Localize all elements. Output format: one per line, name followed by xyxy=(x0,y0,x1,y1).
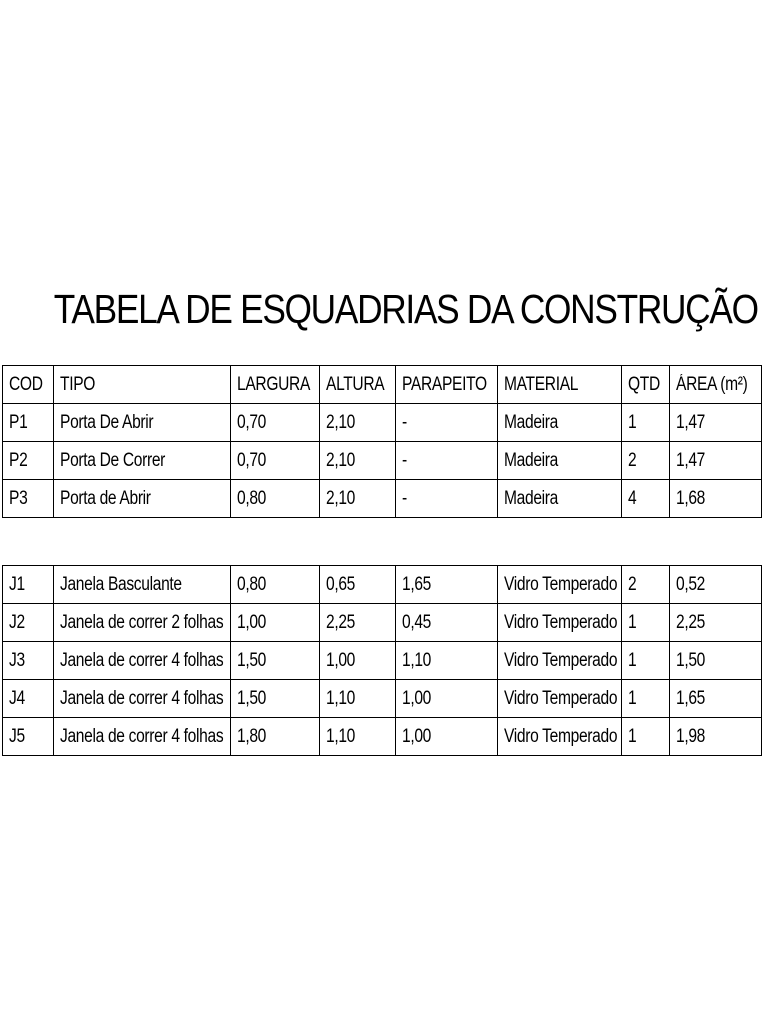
table-cell xyxy=(3,718,54,756)
table-cell xyxy=(670,680,762,718)
cell-altura: 2,10 xyxy=(326,449,356,471)
table-cell xyxy=(3,566,54,604)
table-row xyxy=(3,642,762,680)
cell-largura: 0,70 xyxy=(237,449,267,471)
cell-cod: J2 xyxy=(9,611,25,633)
header-cell xyxy=(396,366,498,404)
header-qtd: QTD xyxy=(628,373,660,395)
cell-cod: J4 xyxy=(9,687,25,709)
table-cell xyxy=(622,566,670,604)
cell-parapeito: - xyxy=(402,487,407,509)
cell-material: Vidro Temperado xyxy=(504,725,618,747)
cell-material: Vidro Temperado xyxy=(504,573,618,595)
table-row xyxy=(3,442,762,480)
cell-area: 1,47 xyxy=(676,411,706,433)
table-cell xyxy=(670,480,762,518)
header-cell xyxy=(320,366,396,404)
cell-largura: 1,50 xyxy=(237,687,267,709)
table-cell xyxy=(670,566,762,604)
table-cell xyxy=(320,404,396,442)
table-cell xyxy=(396,680,498,718)
table-row xyxy=(3,566,762,604)
table-cell xyxy=(54,566,231,604)
table-cell xyxy=(670,642,762,680)
table-cell xyxy=(396,404,498,442)
table-cell xyxy=(396,718,498,756)
table-cell xyxy=(396,566,498,604)
cell-tipo: Janela de correr 2 folhas xyxy=(60,611,224,633)
table-cell xyxy=(54,404,231,442)
header-area: ÁREA (m²) xyxy=(676,373,748,395)
table-cell xyxy=(320,566,396,604)
table-cell xyxy=(320,718,396,756)
table-cell xyxy=(670,604,762,642)
header-material: MATERIAL xyxy=(504,373,579,395)
table-cell xyxy=(498,566,622,604)
cell-area: 2,25 xyxy=(676,611,706,633)
table-row xyxy=(3,604,762,642)
cell-parapeito: - xyxy=(402,449,407,471)
windows-table xyxy=(2,565,762,756)
header-cell xyxy=(231,366,320,404)
cell-qtd: 1 xyxy=(628,611,637,633)
table-cell xyxy=(498,642,622,680)
table-cell xyxy=(3,404,54,442)
table-cell xyxy=(320,480,396,518)
table-cell xyxy=(396,604,498,642)
cell-altura: 2,10 xyxy=(326,411,356,433)
table-cell xyxy=(3,604,54,642)
table-cell xyxy=(54,642,231,680)
cell-largura: 1,50 xyxy=(237,649,267,671)
cell-largura: 0,80 xyxy=(237,573,267,595)
cell-parapeito: 0,45 xyxy=(402,611,432,633)
table-cell xyxy=(3,480,54,518)
cell-altura: 1,10 xyxy=(326,725,356,747)
table-cell xyxy=(498,442,622,480)
header-largura: LARGURA xyxy=(237,373,311,395)
cell-material: Madeira xyxy=(504,487,558,509)
cell-largura: 0,80 xyxy=(237,487,267,509)
header-cell xyxy=(3,366,54,404)
table-cell xyxy=(231,480,320,518)
cell-cod: J3 xyxy=(9,649,25,671)
table-cell xyxy=(622,642,670,680)
header-tipo: TIPO xyxy=(60,373,96,395)
table-cell xyxy=(622,442,670,480)
table-cell xyxy=(54,680,231,718)
header-cell xyxy=(670,366,762,404)
cell-cod: J1 xyxy=(9,573,25,595)
cell-material: Madeira xyxy=(504,411,558,433)
cell-material: Madeira xyxy=(504,449,558,471)
header-row xyxy=(3,366,762,404)
cell-area: 1,98 xyxy=(676,725,706,747)
cell-cod: P2 xyxy=(9,449,28,471)
table-cell xyxy=(320,680,396,718)
cell-largura: 0,70 xyxy=(237,411,267,433)
cell-qtd: 1 xyxy=(628,411,637,433)
header-cell xyxy=(498,366,622,404)
table-cell xyxy=(320,442,396,480)
cell-tipo: Porta De Correr xyxy=(60,449,166,471)
table-cell xyxy=(320,604,396,642)
cell-altura: 1,00 xyxy=(326,649,356,671)
header-cod: COD xyxy=(9,373,43,395)
cell-area: 0,52 xyxy=(676,573,706,595)
cell-parapeito: - xyxy=(402,411,407,433)
table-cell xyxy=(498,680,622,718)
table-cell xyxy=(498,480,622,518)
table-row xyxy=(3,680,762,718)
table-cell xyxy=(54,718,231,756)
table-cell xyxy=(231,718,320,756)
table-cell xyxy=(396,442,498,480)
cell-altura: 0,65 xyxy=(326,573,356,595)
cell-qtd: 4 xyxy=(628,487,637,509)
cell-cod: P1 xyxy=(9,411,28,433)
cell-cod: J5 xyxy=(9,725,25,747)
cell-qtd: 1 xyxy=(628,649,637,671)
cell-area: 1,68 xyxy=(676,487,706,509)
header-cell xyxy=(622,366,670,404)
cell-area: 1,47 xyxy=(676,449,706,471)
cell-tipo: Janela Basculante xyxy=(60,573,182,595)
cell-area: 1,65 xyxy=(676,687,706,709)
cell-altura: 2,25 xyxy=(326,611,356,633)
table-cell xyxy=(231,680,320,718)
table-row xyxy=(3,718,762,756)
table-cell xyxy=(498,404,622,442)
table-cell xyxy=(231,566,320,604)
header-altura: ALTURA xyxy=(326,373,385,395)
table-cell xyxy=(54,442,231,480)
table-cell xyxy=(670,404,762,442)
cell-qtd: 1 xyxy=(628,687,637,709)
doors-table xyxy=(2,365,762,518)
table-cell xyxy=(622,604,670,642)
page-title: TABELA DE ESQUADRIAS DA CONSTRUÇÃO xyxy=(53,286,758,332)
cell-qtd: 2 xyxy=(628,449,637,471)
table-cell xyxy=(396,642,498,680)
cell-tipo: Janela de correr 4 folhas xyxy=(60,687,224,709)
table-cell xyxy=(231,642,320,680)
cell-tipo: Janela de correr 4 folhas xyxy=(60,725,224,747)
cell-area: 1,50 xyxy=(676,649,706,671)
cell-tipo: Porta de Abrir xyxy=(60,487,151,509)
cell-tipo: Janela de correr 4 folhas xyxy=(60,649,224,671)
cell-largura: 1,00 xyxy=(237,611,267,633)
cell-qtd: 2 xyxy=(628,573,637,595)
table-cell xyxy=(54,480,231,518)
cell-altura: 2,10 xyxy=(326,487,356,509)
table-cell xyxy=(670,718,762,756)
table-cell xyxy=(498,604,622,642)
cell-qtd: 1 xyxy=(628,725,637,747)
table-cell xyxy=(622,718,670,756)
table-row xyxy=(3,404,762,442)
table-cell xyxy=(231,604,320,642)
header-cell xyxy=(54,366,231,404)
cell-parapeito: 1,65 xyxy=(402,573,432,595)
cell-material: Vidro Temperado xyxy=(504,687,618,709)
table-cell xyxy=(622,404,670,442)
cell-parapeito: 1,00 xyxy=(402,687,432,709)
table-cell xyxy=(622,680,670,718)
table-cell xyxy=(498,718,622,756)
cell-largura: 1,80 xyxy=(237,725,267,747)
table-cell xyxy=(54,604,231,642)
cell-tipo: Porta De Abrir xyxy=(60,411,154,433)
table-cell xyxy=(3,680,54,718)
table-cell xyxy=(670,442,762,480)
cell-cod: P3 xyxy=(9,487,28,509)
table-cell xyxy=(320,642,396,680)
cell-parapeito: 1,10 xyxy=(402,649,432,671)
cell-parapeito: 1,00 xyxy=(402,725,432,747)
table-cell xyxy=(231,404,320,442)
table-row xyxy=(3,480,762,518)
cell-material: Vidro Temperado xyxy=(504,611,618,633)
cell-material: Vidro Temperado xyxy=(504,649,618,671)
table-cell xyxy=(3,642,54,680)
table-cell xyxy=(622,480,670,518)
header-parapeito: PARAPEITO xyxy=(402,373,487,395)
table-cell xyxy=(3,442,54,480)
cell-altura: 1,10 xyxy=(326,687,356,709)
table-cell xyxy=(396,480,498,518)
table-cell xyxy=(231,442,320,480)
